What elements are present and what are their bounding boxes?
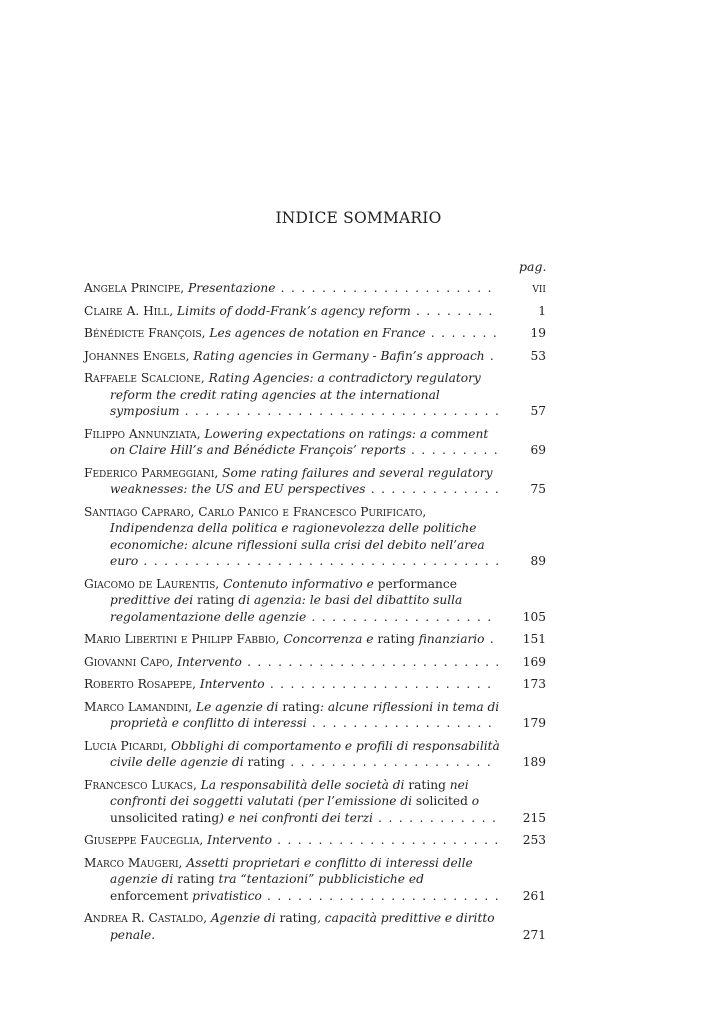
toc-entry[interactable] xyxy=(84,631,546,648)
toc-title-part: Le agenzie di xyxy=(196,699,279,714)
toc-entry-text xyxy=(84,576,506,626)
toc-leader-dots: . . . . . . . . . . . . . . . . . . . . . . xyxy=(271,833,500,847)
toc-title-part: nei confronti dei soggetti valutati (per l’emissione di xyxy=(110,777,469,808)
toc-page-number: 89 xyxy=(530,554,546,568)
toc-page-number: 151 xyxy=(522,632,546,646)
toc-entry-text xyxy=(84,280,506,297)
toc-entry-text xyxy=(84,370,506,420)
toc-entry[interactable] xyxy=(84,699,546,732)
toc-page-number: 261 xyxy=(522,888,546,903)
toc-entry[interactable] xyxy=(84,738,546,771)
toc-author: Bénédicte François, xyxy=(84,326,206,340)
page-title: INDICE SOMMARIO xyxy=(275,209,442,227)
toc-entry-text xyxy=(84,855,506,905)
toc-title-part: Concorrenza e xyxy=(283,632,374,646)
toc-author: Giuseppe Fauceglia, xyxy=(84,833,204,847)
toc-entry[interactable] xyxy=(84,504,546,570)
toc-page-number: vii xyxy=(532,281,546,295)
toc-title-part: enforcement xyxy=(110,888,193,903)
toc-entry-text xyxy=(84,832,506,849)
toc-title-part: Assetti proprietari e conflitto di interessi delle agenzie di xyxy=(110,855,473,886)
toc-title-part: Intervento xyxy=(199,677,265,691)
toc-author: Santiago Capraro, Carlo Panico e Francesco Purificato, xyxy=(84,504,427,519)
toc-entry-text xyxy=(84,676,506,693)
toc-leader-dots: . . . . . . . . . . . . . . . . . . xyxy=(306,609,493,624)
toc-entry[interactable] xyxy=(84,832,546,849)
toc-title-part: performance xyxy=(373,576,457,591)
toc-entry[interactable] xyxy=(84,576,546,626)
toc-leader-dots: . . . . . . . . . . . . . . . . . . . . . . . xyxy=(261,888,500,903)
toc-page-number: 57 xyxy=(530,404,546,418)
toc-title-part: o xyxy=(471,794,480,808)
toc-page-number: 271 xyxy=(522,927,546,942)
toc-title-part: Some rating failures and several regulatory weaknesses: the US and EU perspectives xyxy=(110,465,493,496)
toc-entry-text xyxy=(84,654,506,671)
toc-entry[interactable] xyxy=(84,910,546,943)
toc-page-number: 69 xyxy=(530,443,546,457)
toc-author: Giacomo de Laurentis, xyxy=(84,576,220,591)
toc-author: Johannes Engels, xyxy=(84,348,190,363)
toc-title-part: Rating Agencies: a contradictory regulatory reform the credit rating agencies at the international symposium xyxy=(110,371,481,418)
toc-page-number: 19 xyxy=(530,326,546,340)
toc-entry[interactable] xyxy=(84,855,546,905)
toc-title-part: rating xyxy=(404,777,450,792)
toc-title-part: predittive dei xyxy=(110,593,194,607)
toc-leader-dots: . . . . . . . . . . . . . . . . . . . . . . . . . . . . . . . . . . . xyxy=(138,554,501,568)
toc-author: Marco Lamandini, xyxy=(84,699,193,714)
toc-page-number: 179 xyxy=(522,716,546,730)
toc-leader-dots: . . . . . . . . . . . . . . . . . . . . . . . . . xyxy=(241,654,501,669)
toc-entry[interactable] xyxy=(84,303,546,320)
toc-page-number: 189 xyxy=(522,755,546,769)
toc-page-number: 1 xyxy=(538,303,546,318)
toc-leader-dots: . xyxy=(484,632,495,646)
toc-entry-text xyxy=(84,465,506,498)
toc-title-part: unsolicited rating xyxy=(110,810,220,825)
toc-leader-dots: . . . . . . . . xyxy=(410,303,494,318)
toc-entry-text xyxy=(84,426,506,459)
toc-title-part: Rating agencies in Germany - Bafin’s approach xyxy=(193,348,485,363)
toc-entry-text xyxy=(84,777,506,827)
toc-entry-text xyxy=(84,699,506,732)
toc-title-part: Les agences de notation en France xyxy=(209,326,426,340)
toc-entry[interactable] xyxy=(84,426,546,459)
page-column-label: pag. xyxy=(519,259,547,274)
toc-entry-text xyxy=(84,738,506,771)
toc-title-part: rating xyxy=(373,632,419,646)
toc-author: Roberto Rosapepe, xyxy=(84,677,196,691)
toc-author: Andrea R. Castaldo, xyxy=(84,911,207,925)
toc-entry[interactable] xyxy=(84,325,546,342)
toc-entry-text xyxy=(84,325,506,342)
toc-entry-text xyxy=(84,631,506,648)
toc-title-part: La responsabilità delle società di xyxy=(200,777,405,792)
toc-title-part: Indipendenza della politica e ragionevolezza delle politiche economiche: alcune riflessioni sulla crisi del debito nell’area euro xyxy=(110,521,485,568)
toc-title-part: ) e nei confronti dei terzi xyxy=(219,810,373,825)
toc-page-number: 215 xyxy=(522,810,546,825)
toc-entry[interactable] xyxy=(84,654,546,671)
toc-title-part: Intervento xyxy=(207,833,272,847)
toc-title-part: Lowering expectations on ratings: a comment on Claire Hill’s and Bénédicte François’ reports xyxy=(110,426,489,457)
toc-title-part: Agenzie di xyxy=(210,911,276,925)
table-of-contents xyxy=(84,280,546,949)
toc-title-part: rating xyxy=(278,699,320,714)
toc-title-part: Limits of dodd-Frank’s agency reform xyxy=(177,303,411,318)
toc-author: Mario Libertini e Philipp Fabbio, xyxy=(84,632,280,646)
toc-page-number: 75 xyxy=(530,482,546,496)
toc-author: Angela Principe, xyxy=(84,281,185,295)
toc-leader-dots: . . . . . . . . . . . . . . . . . . . . . xyxy=(275,281,493,295)
toc-leader-dots: . . . . . . . . . . . . . . . . . . . . . . . . . . . . . . . xyxy=(179,404,501,418)
toc-leader-dots: . . . . . . . . . . . . . . . . . . xyxy=(306,716,494,730)
toc-entry-text xyxy=(84,303,506,320)
toc-leader-dots: . xyxy=(484,348,495,363)
toc-author: Giovanni Capo, xyxy=(84,654,174,669)
toc-entry[interactable] xyxy=(84,676,546,693)
toc-entry[interactable] xyxy=(84,348,546,365)
toc-title-part: privatistico xyxy=(192,888,262,903)
toc-page-number: 253 xyxy=(522,833,546,847)
toc-entry-text xyxy=(84,910,506,943)
toc-title-part: rating xyxy=(193,593,239,607)
toc-title-part: finanziario xyxy=(418,632,485,646)
toc-entry-text xyxy=(84,504,506,570)
toc-entry[interactable] xyxy=(84,370,546,420)
toc-entry-text xyxy=(84,348,506,365)
toc-author: Raffaele Scalcione, xyxy=(84,371,205,385)
toc-title-part: rating xyxy=(243,755,286,769)
toc-author: Claire A. Hill, xyxy=(84,303,174,318)
toc-leader-dots: . . . . . . . . . . . . . . . . . . . . xyxy=(285,755,493,769)
toc-leader-dots: . . . . . . . . . xyxy=(405,443,499,457)
toc-title-part: rating xyxy=(275,911,318,925)
toc-page-number: 105 xyxy=(522,609,546,624)
toc-page-number: 173 xyxy=(522,677,546,691)
toc-page-number: 53 xyxy=(530,348,546,363)
toc-title-part: Contenuto informativo e xyxy=(223,576,374,591)
toc-leader-dots: . . . . . . . . . . . . . xyxy=(365,482,501,496)
toc-author: Marco Maugeri, xyxy=(84,855,183,870)
toc-title-part: rating xyxy=(173,872,219,886)
toc-author: Federico Parmeggiani, xyxy=(84,465,219,480)
toc-author: Lucia Picardi, xyxy=(84,738,168,753)
toc-entry[interactable] xyxy=(84,280,546,297)
toc-author: Filippo Annunziata, xyxy=(84,426,201,441)
toc-page-number: 169 xyxy=(522,654,546,669)
toc-leader-dots: . . . . . . . xyxy=(425,326,499,340)
toc-title-part: , capacità predittive e diritto penale. xyxy=(110,911,495,942)
toc-title-part: Presentazione xyxy=(188,281,276,295)
toc-title-part: solicited xyxy=(412,794,472,808)
toc-leader-dots: . . . . . . . . . . . . . . . . . . . . . . xyxy=(264,677,493,691)
toc-title-part: : alcune riflessioni in tema di proprietà e conflitto di interessi xyxy=(110,699,500,730)
toc-title-part: di agenzia: le basi del dibattito sulla regolamentazione delle agenzie xyxy=(110,593,463,624)
toc-leader-dots: . . . . . . . . . . . . xyxy=(372,810,498,825)
toc-title-part: tra “tentazioni” pubblicistiche ed xyxy=(218,872,424,886)
toc-entry[interactable] xyxy=(84,465,546,498)
toc-author: Francesco Lukacs, xyxy=(84,777,197,792)
toc-entry[interactable] xyxy=(84,777,546,827)
toc-title-part: Obblighi di comportamento e profili di responsabilità civile delle agenzie di xyxy=(110,738,500,769)
toc-title-part: Intervento xyxy=(177,654,242,669)
